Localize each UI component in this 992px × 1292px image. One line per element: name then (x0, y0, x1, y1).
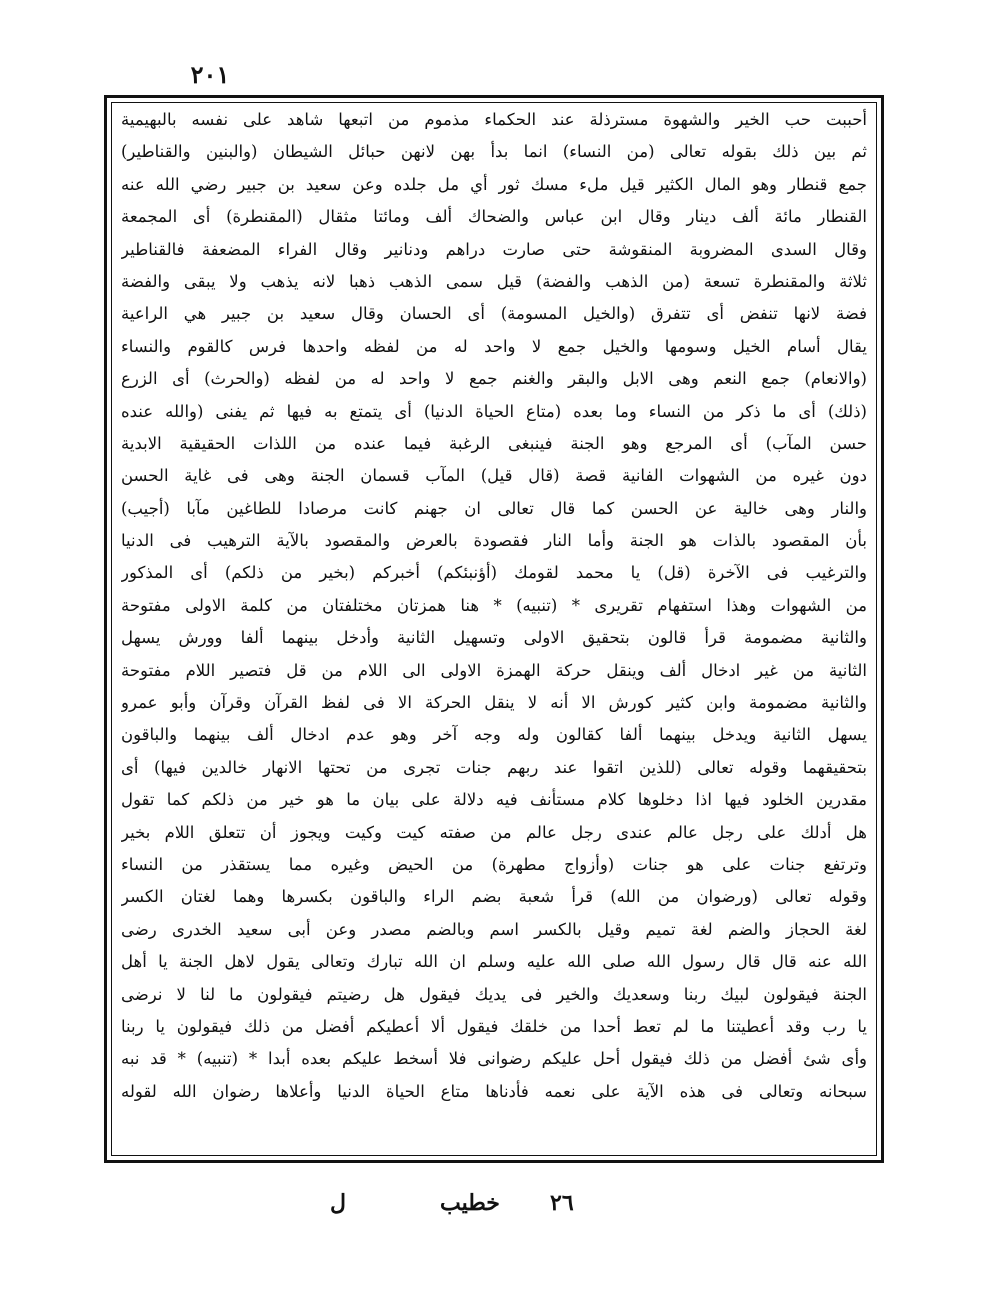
text-line: الثانية من غير ادخال ألف وينقل حركة الهمزة الاولى الى اللام من قل فتصير اللام مفتوحة (121, 660, 867, 680)
text-line: القنطار مائة ألف دينار وقال ابن عباس والضحاك ألف ومائتا مثقال (المقنطرة) أى المجمعة (121, 207, 867, 227)
text-line: وقوله تعالى (ورضوان من الله) قرأ شعبة بضم الراء والباقون بكسرها وهما لغتان الكسر (121, 887, 867, 907)
text-line: ثم بين ذلك بقوله تعالى (من النساء) انما بدأ بهن لانهن حبائل الشيطان (والبنين والقناطير) (121, 142, 867, 162)
text-line: الله عنه قال قال رسول الله صلى الله عليه وسلم ان الله تبارك وتعالى يقول لاهل الجنة يا أهل (121, 952, 867, 972)
text-line: والثانية مضمومة وابن كثير كورش الا أنه لا ينقل الحركة الا فى لفظ القرآن وقرآن وأبو عمرو (121, 693, 867, 713)
text-line: مقدرين الخلود فيها اذا دخلوها كلام مستأنف فيه دلالة على بيان ما هو خير من ذلكم كما تقول (121, 790, 867, 810)
text-line: وترتفع جنات على هو جنات (وأزواج مطهرة) من الحيض وغيره مما يستقذر من النساء (121, 854, 867, 874)
text-line: هل أدلك على رجل عالم عندى رجل عالم من صفته كيت وكيت ويجوز أن تتعلق اللام بخير (121, 822, 867, 842)
text-line: جمع قنطار وهو المال الكثير قيل ملء مسك ثور أي مل جلده وعن سعيد بن جبير رضي الله عنه (121, 174, 867, 194)
page-number: ٢٠١ (190, 60, 230, 89)
text-line: أحببت حب الخير والشهوة مسترذلة عند الحكماء مذموم من اتبعها شاهد على نفسه بالبهيمية (121, 110, 867, 129)
text-line: ثلاثة والمقنطرة تسعة (من الذهب والفضة) قيل سمى الذهب ذهبا لانه يذهب ولا يبقى والفضة (121, 271, 867, 291)
text-line: والنار وهى خالية عن الحسن كما قال تعالى ان جهنم كانت مرصادا للطاغين مآبا (أجيب) (121, 498, 867, 518)
footer-signature-word: خطيب (440, 1190, 500, 1216)
text-body (121, 104, 867, 1108)
text-line: الجنة فيقولون لبيك ربنا وسعديك والخير فى يديك فيقول هل رضيتم فيقولون ما لنا لا نرضى (121, 984, 867, 1004)
text-line: يقال أسام الخيل وسومها والخيل جمع لا واحد له من لفظه واحدها فرس كالقوم والنساء (121, 336, 867, 356)
text-line: وقال السدى المضروبة المنقوشة حتى صارت دراهم ودنانير وقال الفراء المضعفة فالقناطير (121, 239, 867, 259)
text-line: (والانعام) جمع النعم وهى الابل والبقر والغنم جمع لا واحد له من لفظه (والحرث) أى الزرع (121, 369, 867, 389)
text-line: فضة لانها تنفض أى تتفرق (والخيل المسومة) أى الحسان وقال سعيد بن جبير هي الراعية (121, 304, 867, 324)
page-frame (104, 95, 884, 1163)
text-line: من الشهوات وهذا استفهام تقريرى * (تنبيه) * هنا همزتان مختلفتان من كلمة الاولى مفتوحة (121, 595, 867, 615)
text-line: سبحانه وتعالى فى هذه الآية على نعمه فأدناها متاع الحياة الدنيا وأعلاها رضوان الله لقوله (121, 1081, 867, 1101)
text-line: والثانية مضمومة قرأ قالون بتحقيق الاولى وتسهيل الثانية وأدخل بينهما ألفا وورش يسهل (121, 628, 867, 648)
text-line: حسن المآب) أى المرجع وهو الجنة فينبغى الرغبة فيما عنده من اللذات الحقيقية الابدية (121, 433, 867, 453)
text-line: يسهل الثانية ويدخل بينهما ألفا كقالون وله وجه آخر وهو عدم ادخال ألف بينهما والباقون (121, 725, 867, 745)
text-line: بتحقيقهما وقوله تعالى (للذين اتقوا عند ربهم جنات تجرى من تحتها الانهار خالدين فيها) أى (121, 757, 867, 777)
text-line: يا رب وقد أعطيتنا ما لم تعط أحدا من خلقك فيقول ألا أعطيكم أفضل من ذلك فيقولون يا ربنا (121, 1016, 867, 1036)
page-footer (300, 1190, 700, 1230)
text-line: والترغيب فى الآخرة (قل) يا محمد لقومك (أؤنبئكم) أخبركم (بخير من ذلكم) أى المذكور (121, 563, 867, 583)
text-line: دون غيره من الشهوات الفانية قصة (قال قيل) المآب قسمان الجنة وهى فى غاية الحسن (121, 466, 867, 486)
text-line: (ذلك) أى ما ذكر من النساء وما بعده (متاع الحياة الدنيا) أى يتمتع به فيها ثم يفنى (والله عنده (121, 401, 867, 421)
text-line: وأى شئ أفضل من ذلك فيقول أحل عليكم رضوانى فلا أسخط عليكم بعده أبدا * (تنبيه) * قد نبه (121, 1049, 867, 1069)
text-line: بأن المقصود بالذات هو الجنة وأما النار فقصودة بالعرض والمقصود بالآية الترهيب فى الدنيا (121, 531, 867, 551)
footer-signature-letter: ل (330, 1190, 346, 1216)
footer-gathering-number: ٢٦ (550, 1190, 574, 1216)
text-line: لغة الحجاز والضم لغة تميم وقيل بالكسر اسم وبالضم مصدر وعن أبى سعيد الخدرى رضى (121, 919, 867, 939)
